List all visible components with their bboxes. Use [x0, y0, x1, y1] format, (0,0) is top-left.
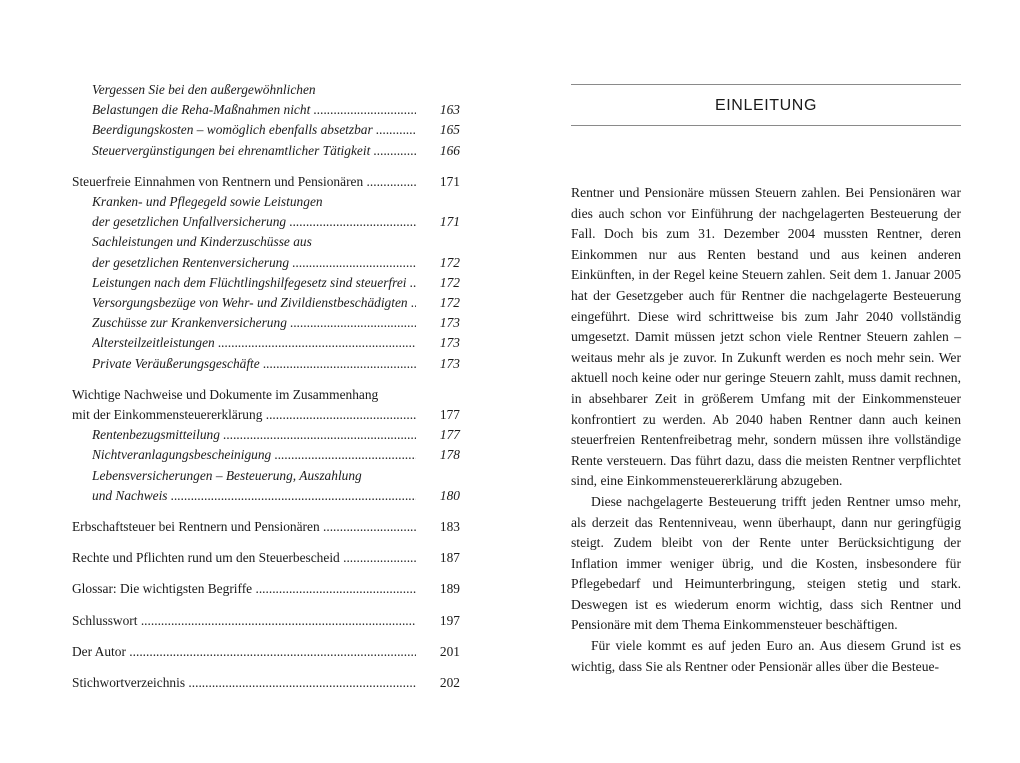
toc-page-number: 172 [439, 295, 460, 311]
toc-group [72, 579, 460, 599]
toc-entry[interactable] [72, 642, 460, 662]
toc-subentry[interactable] [72, 313, 460, 333]
toc-page-number: 173 [439, 315, 460, 331]
toc-entry[interactable] [72, 579, 460, 599]
toc-entry-title-line: Beerdigungskosten – womöglich ebenfalls absetzbar ..... [92, 120, 416, 140]
toc-page-number: 165 [439, 122, 460, 138]
toc-page-number: 201 [439, 643, 460, 659]
toc-entry-title-line: Nichtveranlagungsbescheinigung ..... [92, 445, 416, 465]
toc-entry-title-line: und Nachweis ..... [92, 486, 416, 506]
toc-entry-title [72, 673, 416, 693]
toc-entry-title-line: mit der Einkommensteuererklärung ..... [72, 405, 416, 425]
toc-entry-title [72, 579, 416, 599]
toc-page-number: 187 [439, 550, 460, 566]
toc-entry-title-line: Kranken- und Pflegegeld sowie Leistungen [92, 194, 323, 210]
toc-entry-title-line: Altersteilzeitleistungen ..... [92, 333, 416, 353]
toc-entry-title-line: Rentenbezugsmitteilung ..... [92, 425, 416, 445]
toc-page-number: 163 [439, 102, 460, 118]
toc-entry-title [72, 172, 416, 192]
chapter-heading: EINLEITUNG [714, 97, 817, 114]
toc-entry-title [72, 385, 416, 425]
toc-group [72, 80, 460, 161]
toc-entry-title [92, 80, 416, 120]
toc-group [72, 517, 460, 537]
toc-entry-title-line: Sachleistungen und Kinderzuschüsse aus [92, 234, 312, 250]
toc-page-number: 178 [439, 447, 460, 463]
toc-subentry[interactable] [72, 466, 460, 506]
toc-page-number: 173 [439, 355, 460, 371]
toc-entry[interactable] [72, 611, 460, 631]
toc-page-number: 183 [439, 519, 460, 535]
toc-subentry[interactable] [72, 333, 460, 353]
toc-page-number: 172 [439, 274, 460, 290]
toc-group [72, 172, 460, 374]
toc-entry-title-line: Rechte und Pflichten rund um den Steuerbescheid ..... [72, 548, 416, 568]
toc-page-number: 177 [439, 407, 460, 423]
table-of-contents [72, 80, 460, 693]
toc-subentry[interactable] [72, 120, 460, 140]
toc-subentry[interactable] [72, 192, 460, 232]
toc-page-number: 189 [439, 581, 460, 597]
toc-entry-title [92, 232, 416, 272]
chapter-paragraph: Für viele kommt es auf jeden Euro an. Aus diesem Grund ist es wichtig, dass Sie als Rentner oder Pensionär alles über die Besteue- [571, 638, 961, 674]
toc-entry-title [92, 354, 416, 374]
toc-entry-title-line: Lebensversicherungen – Besteuerung, Auszahlung [92, 467, 362, 483]
toc-subentry[interactable] [72, 425, 460, 445]
toc-entry-title [92, 333, 416, 353]
toc-entry-title-line: Der Autor ..... [72, 642, 416, 662]
toc-subentry[interactable] [72, 293, 460, 313]
toc-page-number: 202 [439, 675, 460, 691]
toc-entry-title [92, 273, 416, 293]
toc-entry-title-line: Belastungen die Reha-Maßnahmen nicht ..... [92, 100, 416, 120]
toc-entry-title [72, 611, 416, 631]
toc-page-number: 180 [439, 487, 460, 503]
chapter-paragraph: Rentner und Pensionäre müssen Steuern zahlen. Bei Pensionären war dies auch schon vor Einführung der nachgelagerten Besteuerung der Fall. Doch bis zum 31. Dezember 2004 mussten Rentner, deren Einkommen nur aus Renten bestand und aus keinen anderen Einkünften, in der Regel keine Steuern zahlen. Seit dem 1. Januar 2005 hat der Gesetzgeber auch für Rentner die nachgelagerte Besteuerung eingeführt. Diese wird schrittweise bis zum Jahr 2040 vollständig umgesetzt. Damit müssen jetzt schon viele Rentner Steuern zahlen – weitaus mehr als je zuvor. In Zukunft werden es noch mehr sein. Wer aktuell noch keine oder nur geringe Steuern zahlt, muss damit rechnen, in absehbarer Zeit in größerem Umfang mit der Einkommensteuer konfrontiert zu werden. Ab 2040 haben Rentner dann auch keinen steuerfreien Rentenfreibetrag mehr, sondern müssen ihre vollständige Rente versteuern. Das führt dazu, dass die meisten Rentner verpflichtet sind, eine Einkommensteuererklärung abzugeben. [571, 185, 961, 489]
chapter-paragraph: Diese nachgelagerte Besteuerung trifft jeden Rentner umso mehr, als derzeit das Rentenniveau, wenn überhaupt, dann nur geringfügig steigt. Zudem bleibt von der Rente unter Berücksichtigung der Inflation immer weniger übrig, und die Kosten, insbesondere für Pflegebedarf und Heimunterbringung, steigen stetig und stark. Deswegen ist es wiederum enorm wichtig, dass sich Rentner und Pensionäre mit dem Thema Einkommensteuer beschäftigen. [571, 493, 961, 633]
toc-entry-title-line: Steuerfreie Einnahmen von Rentnern und Pensionären ..... [72, 172, 416, 192]
toc-entry-title-line: Versorgungsbezüge von Wehr- und Zivildienstbeschädigten ..... [92, 293, 416, 313]
chapter-bottom-rule [571, 125, 961, 126]
toc-entry-title-line: Vergessen Sie bei den außergewöhnlichen [92, 82, 316, 97]
toc-entry[interactable] [72, 385, 460, 425]
toc-entry[interactable] [72, 548, 460, 568]
toc-entry-title-line: Private Veräußerungsgeschäfte ..... [92, 354, 416, 374]
toc-page-number: 173 [439, 335, 460, 351]
toc-entry[interactable] [72, 172, 460, 192]
toc-page-number: 166 [439, 142, 460, 158]
toc-entry[interactable] [72, 517, 460, 537]
toc-subentry[interactable] [72, 232, 460, 272]
toc-entry-title [92, 293, 416, 313]
toc-entry-title [92, 425, 416, 445]
toc-entry-title-line: Schlusswort ..... [72, 611, 416, 631]
toc-entry-title [92, 466, 416, 506]
toc-entry-title-line: Zuschüsse zur Krankenversicherung ..... [92, 313, 416, 333]
toc-page-number: 177 [439, 427, 460, 443]
toc-subentry[interactable] [72, 354, 460, 374]
toc-entry-title-line: Stichwortverzeichnis ..... [72, 673, 416, 693]
toc-group [72, 385, 460, 506]
toc-subentry[interactable] [72, 273, 460, 293]
toc-group [72, 548, 460, 568]
toc-entry-title [92, 120, 416, 140]
toc-entry-title [72, 517, 416, 537]
toc-entry[interactable] [72, 673, 460, 693]
toc-page-number: 171 [439, 214, 460, 230]
toc-entry-title [92, 445, 416, 465]
toc-entry-title-line: der gesetzlichen Rentenversicherung ..... [92, 253, 416, 273]
toc-entry-title [72, 642, 416, 662]
toc-group [72, 642, 460, 662]
toc-entry-title [92, 141, 416, 161]
toc-entry-title-line: Leistungen nach dem Flüchtlingshilfegesetz sind steuerfrei ..... [92, 273, 416, 293]
chapter-body [571, 183, 961, 677]
toc-page-number: 171 [439, 173, 460, 189]
toc-subentry[interactable] [72, 141, 460, 161]
toc-page-number: 172 [439, 254, 460, 270]
toc-entry-title-line: Glossar: Die wichtigsten Begriffe ..... [72, 579, 416, 599]
toc-subentry[interactable] [72, 445, 460, 465]
toc-entry-title-line: Erbschaftsteuer bei Rentnern und Pensionären ..... [72, 517, 416, 537]
toc-subentry[interactable] [72, 80, 460, 120]
toc-entry-title-line: Steuervergünstigungen bei ehrenamtlicher Tätigkeit ..... [92, 141, 416, 161]
toc-entry-title [92, 192, 416, 232]
toc-entry-title-line: Wichtige Nachweise und Dokumente im Zusammenhang [72, 386, 379, 402]
toc-entry-title [72, 548, 416, 568]
toc-entry-title [92, 313, 416, 333]
toc-entry-title-line: der gesetzlichen Unfallversicherung ..... [92, 212, 416, 232]
chapter-section [571, 84, 961, 677]
toc-group [72, 673, 460, 693]
toc-page-number: 197 [439, 612, 460, 628]
toc-group [72, 611, 460, 631]
